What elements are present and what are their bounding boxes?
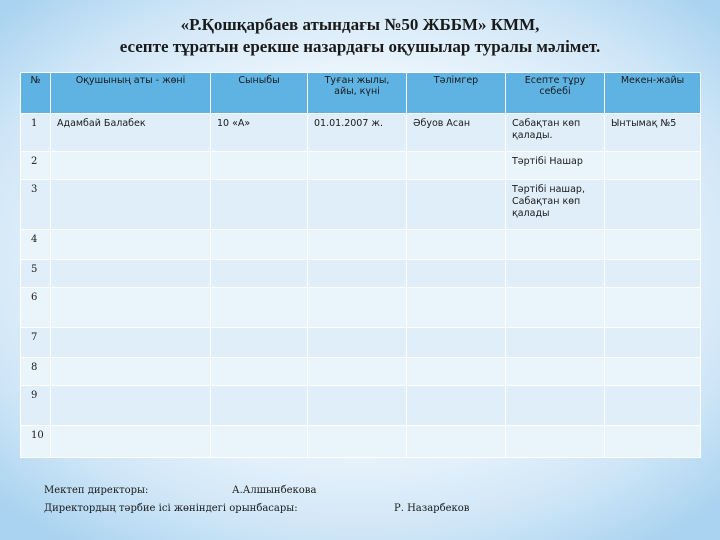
cell-mentor	[407, 358, 506, 386]
cell-reason	[506, 288, 605, 328]
cell-class	[211, 358, 308, 386]
cell-student-name: Адамбай Балабек	[51, 114, 211, 152]
cell-address	[605, 180, 701, 230]
cell-mentor	[407, 328, 506, 358]
title-line-2: есепте тұратын ерекше назардағы оқушылар туралы мәлімет.	[119, 37, 601, 56]
cell-student-name	[51, 386, 211, 426]
cell-birth-date	[308, 180, 407, 230]
cell-reason	[506, 260, 605, 288]
cell-number: 10	[21, 426, 51, 458]
cell-mentor	[407, 180, 506, 230]
table-row	[21, 152, 701, 180]
cell-birth-date	[308, 426, 407, 458]
students-table	[20, 72, 701, 458]
cell-student-name	[51, 152, 211, 180]
document-title	[0, 14, 720, 58]
director-role: Мектеп директоры:	[44, 485, 149, 496]
cell-reason	[506, 230, 605, 260]
header-class: Сыныбы	[211, 73, 308, 114]
cell-birth-date	[308, 260, 407, 288]
cell-class	[211, 386, 308, 426]
cell-birth-date: 01.01.2007 ж.	[308, 114, 407, 152]
table-row	[21, 386, 701, 426]
cell-number: 2	[21, 152, 51, 180]
cell-class	[211, 152, 308, 180]
cell-address	[605, 288, 701, 328]
cell-number: 1	[21, 114, 51, 152]
cell-birth-date	[308, 288, 407, 328]
table-row	[21, 114, 701, 152]
header-student-name: Оқушының аты - жөні	[51, 73, 211, 114]
cell-address	[605, 328, 701, 358]
cell-birth-date	[308, 230, 407, 260]
cell-address	[605, 358, 701, 386]
deputy-name: Р. Назарбеков	[394, 503, 470, 514]
table-row	[21, 288, 701, 328]
deputy-role: Директордың тәрбие ісі жөніндегі орынбасары:	[44, 503, 298, 514]
cell-number: 7	[21, 328, 51, 358]
cell-reason: Сабақтан көп қалады.	[506, 114, 605, 152]
cell-student-name	[51, 288, 211, 328]
table-row	[21, 230, 701, 260]
cell-student-name	[51, 260, 211, 288]
cell-mentor	[407, 386, 506, 426]
cell-address	[605, 152, 701, 180]
cell-number: 3	[21, 180, 51, 230]
cell-class: 10 «А»	[211, 114, 308, 152]
cell-class	[211, 328, 308, 358]
cell-address	[605, 260, 701, 288]
cell-mentor	[407, 260, 506, 288]
cell-address	[605, 426, 701, 458]
header-address: Мекен-жайы	[605, 73, 701, 114]
title-line-1: «Р.Қошқарбаев атындағы №50 ЖББМ» КММ,	[180, 15, 540, 34]
cell-reason	[506, 358, 605, 386]
cell-number: 4	[21, 230, 51, 260]
table-row	[21, 328, 701, 358]
cell-mentor	[407, 426, 506, 458]
cell-birth-date	[308, 328, 407, 358]
table-row	[21, 180, 701, 230]
header-birth-date: Туған жылы, айы, күні	[308, 73, 407, 114]
table-row	[21, 358, 701, 386]
cell-address: Ынтымақ №5	[605, 114, 701, 152]
cell-reason	[506, 328, 605, 358]
cell-number: 6	[21, 288, 51, 328]
cell-birth-date	[308, 358, 407, 386]
cell-mentor	[407, 152, 506, 180]
cell-number: 8	[21, 358, 51, 386]
cell-class	[211, 288, 308, 328]
cell-student-name	[51, 230, 211, 260]
cell-student-name	[51, 358, 211, 386]
cell-reason: Тәртібі нашар, Сабақтан көп қалады	[506, 180, 605, 230]
cell-birth-date	[308, 152, 407, 180]
cell-mentor	[407, 230, 506, 260]
cell-student-name	[51, 426, 211, 458]
cell-class	[211, 260, 308, 288]
cell-mentor	[407, 288, 506, 328]
cell-reason: Тәртібі Нашар	[506, 152, 605, 180]
signature-block	[44, 485, 684, 525]
header-number: №	[21, 73, 51, 114]
table-row	[21, 260, 701, 288]
cell-reason	[506, 426, 605, 458]
header-mentor: Тәлімгер	[407, 73, 506, 114]
cell-student-name	[51, 328, 211, 358]
cell-number: 5	[21, 260, 51, 288]
cell-class	[211, 426, 308, 458]
cell-mentor: Әбуов Асан	[407, 114, 506, 152]
cell-class	[211, 180, 308, 230]
cell-student-name	[51, 180, 211, 230]
cell-birth-date	[308, 386, 407, 426]
header-reason: Есепте тұру себебі	[506, 73, 605, 114]
director-name: А.Алшынбекова	[232, 485, 317, 496]
cell-address	[605, 230, 701, 260]
cell-reason	[506, 386, 605, 426]
cell-class	[211, 230, 308, 260]
table-header-row	[21, 73, 701, 114]
cell-number: 9	[21, 386, 51, 426]
cell-address	[605, 386, 701, 426]
table-row	[21, 426, 701, 458]
